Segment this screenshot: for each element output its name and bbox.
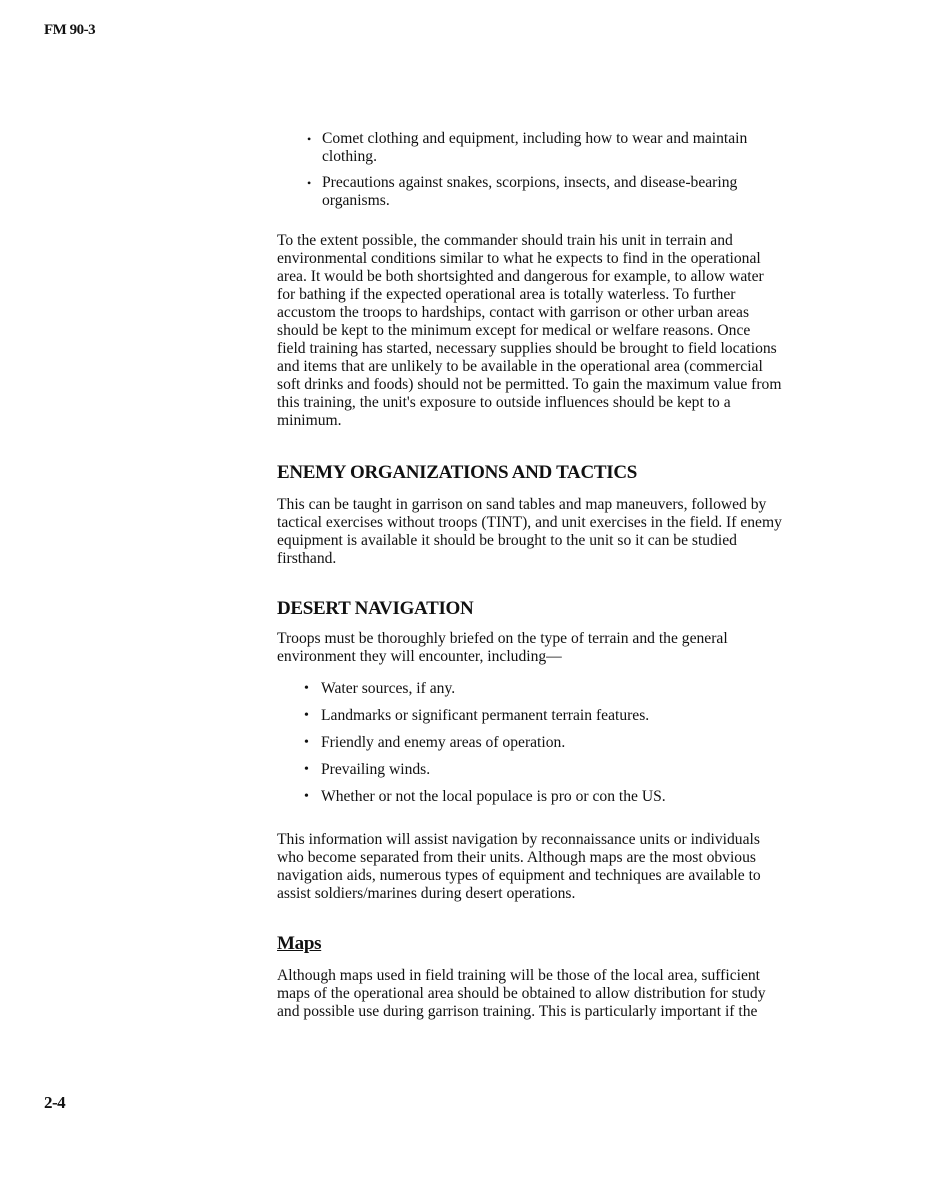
list-item: • Whether or not the local populace is pro or con the US.: [304, 788, 666, 805]
list-item: • Precautions against snakes, scorpions, insects, and disease-bearing organisms.: [307, 174, 738, 209]
paragraph-maps: Although maps used in field training will be those of the local area, sufficient maps of the operational area should be obtained to allow distribution for study and possible use during garrison training. This is particularly important if the: [277, 967, 766, 1020]
page-number: 2-4: [44, 1093, 66, 1112]
list-item: • Water sources, if any.: [304, 680, 456, 697]
bullet-icon: •: [304, 735, 309, 750]
paragraph-navigation-intro: Troops must be thoroughly briefed on the type of terrain and the general environment they will encounter, including—: [277, 630, 728, 665]
bullet-icon: •: [307, 132, 312, 146]
paragraph-training: To the extent possible, the commander should train his unit in terrain and environmental conditions similar to what he expects to find in the operational area. It would be both shortsighted and dangerous for example, to allow water for bathing if the expected operational area is totally waterless. To further accustom the troops to hardships, contact with garrison or other urban areas should be kept to the minimum except for medical or welfare reasons. Once field training has started, necessary supplies should be brought to field locations and items that are unlikely to be available in the operational area (commercial soft drinks and foods) should not be permitted. To gain the maximum value from this training, the unit's exposure to outside influences should be kept to a minimum.: [277, 232, 782, 429]
bullet-icon: •: [307, 176, 312, 190]
heading-enemy-organizations: ENEMY ORGANIZATIONS AND TACTICS: [277, 462, 638, 483]
bullet-icon: •: [304, 762, 309, 777]
bullet-icon: •: [304, 789, 309, 804]
bullet-list-training: [307, 130, 782, 210]
document-id: FM 90-3: [44, 22, 96, 38]
page-body: [277, 130, 782, 1021]
bullet-icon: •: [304, 681, 309, 696]
bullet-list-navigation: [304, 680, 782, 815]
heading-desert-navigation: DESERT NAVIGATION: [277, 598, 474, 619]
paragraph-navigation-info: This information will assist navigation by reconnaissance units or individuals who become separated from their units. Although maps are the most obvious navigation aids, numerous types of equipment and techniques are available to assist soldiers/marines during desert operations.: [277, 831, 761, 902]
list-item: • Prevailing winds.: [304, 761, 431, 778]
paragraph-enemy: This can be taught in garrison on sand tables and map maneuvers, followed by tactical exercises without troops (TINT), and unit exercises in the field. If enemy equipment is available it should be brought to the unit so it can be studied firsthand.: [277, 496, 782, 567]
list-item: • Comet clothing and equipment, including how to wear and maintain clothing.: [307, 130, 748, 165]
bullet-icon: •: [304, 708, 309, 723]
heading-maps: Maps: [277, 933, 322, 954]
list-item: • Landmarks or significant permanent terrain features.: [304, 707, 650, 724]
list-item: • Friendly and enemy areas of operation.: [304, 734, 566, 751]
